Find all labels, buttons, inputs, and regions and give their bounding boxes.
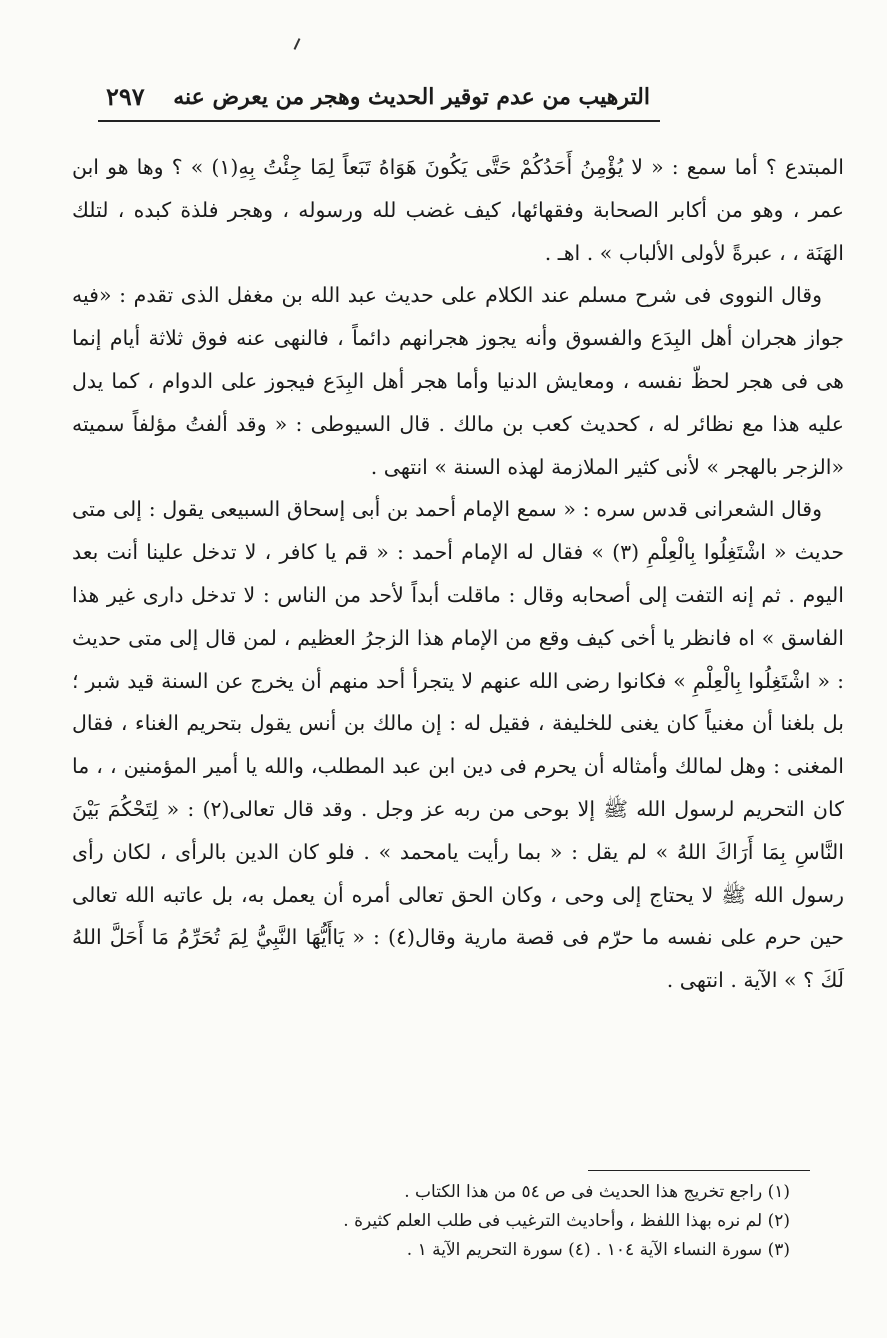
ink-mark [294, 38, 301, 50]
paragraph-2: وقال النووى فى شرح مسلم عند الكلام على حديث عبد الله بن مغفل الذى تقدم : «فيه جواز هجران أهل البِدَع والفسوق وأنه يجوز هجرانهم دائماً ، فالنهى عنه فوق ثلاثة أيام إنما هى فى هجر لحظّ نفسه ، ومعايش الدنيا وأما هجر أهل البِدَع فيجوز على الدوام ، كما يدل عليه هذا مع نظائر له ، كحديث كعب بن مالك . قال السيوطى : « وقد ألفتُ مؤلفاً سميته «الزجر بالهجر » لأنى كثير الملازمة لهذه السنة » انتهى . [72, 283, 844, 479]
footnotes [190, 1178, 790, 1265]
footnote-2: (٢) لم نره بهذا اللفظ ، وأحاديث الترغيب فى طلب العلم كثيرة . [343, 1211, 790, 1231]
footnote-rule [588, 1170, 810, 1171]
page-header [98, 78, 658, 118]
page-number: ٢٩٧ [106, 82, 145, 111]
footnote-1: (١) راجع تخريج هذا الحديث فى ص ٥٤ من هذا الكتاب . [404, 1182, 790, 1202]
main-text [72, 146, 844, 1002]
header-rule [98, 120, 660, 122]
footnote-3-4: (٣) سورة النساء الآية ١٠٤ . (٤) سورة التحريم الآية ١ . [406, 1240, 790, 1260]
paragraph-1: المبتدع ؟ أما سمع : « لا يُؤْمِنُ أَحَدُكُمْ حَتَّى يَكُونَ هَوَاهُ تَبَعاً لِمَا جِئْتُ بِهِ(١) » ؟ وها هو ابن عمر ، وهو من أكابر الصحابة وفقهائها، كيف غضب لله ورسوله ، وهجر فلذة كبده ، لتلك الهَنَة ، ، عبرةً لأولى الألباب » . اهـ . [72, 155, 844, 265]
paragraph-3: وقال الشعرانى قدس سره : « سمع الإمام أحمد بن أبى إسحاق السبيعى يقول : إلى متى حديث « اشْتَغِلُوا بِالْعِلْمِ (٣) » فقال له الإمام أحمد : « قم يا كافر ، لا تدخل علينا أنت بعد اليوم . ثم إنه التفت إلى أصحابه وقال : ماقلت أبداً لأحد من الناس : لا تدخل دارى غير هذا الفاسق » اه فانظر يا أخى كيف وقع من الإمام هذا الزجرُ العظيم ، لمن قال إلى متى حديث : « اشْتَغِلُوا بِالْعِلْمِ » فكانوا رضى الله عنهم لا يتجرأ أحد منهم أن يخرج عن السنة قيد شبر ؛ بل بلغنا أن مغنياً كان يغنى للخليفة ، فقيل له : إن مالك بن أنس يقول بتحريم الغناء ، فقال المغنى : وهل لمالك وأمثاله أن يحرم فى دين ابن عبد المطلب، والله يا أمير المؤمنين ، ، ما كان التحريم لرسول الله ﷺ إلا بوحى من ربه عز وجل . وقد قال تعالى(٢) : « لِتَحْكُمَ بَيْنَ النَّاسِ بِمَا أَرَاكَ اللهُ » لم يقل : « بما رأيت يامحمد » . فلو كان الدين بالرأى ، لكان رأى رسول الله ﷺ لا يحتاج إلى وحى ، وكان الحق تعالى أمره أن يعمل به، بل عاتبه الله تعالى حين حرم على نفسه ما حرّم فى قصة مارية وقال(٤) : « يَاأَيُّهَا النَّبِيُّ لِمَ تُحَرِّمُ مَا أَحَلَّ اللهُ لَكَ ؟ » الآية . انتهى . [72, 497, 844, 993]
running-title: الترهيب من عدم توقير الحديث وهجر من يعرض عنه [173, 84, 650, 110]
